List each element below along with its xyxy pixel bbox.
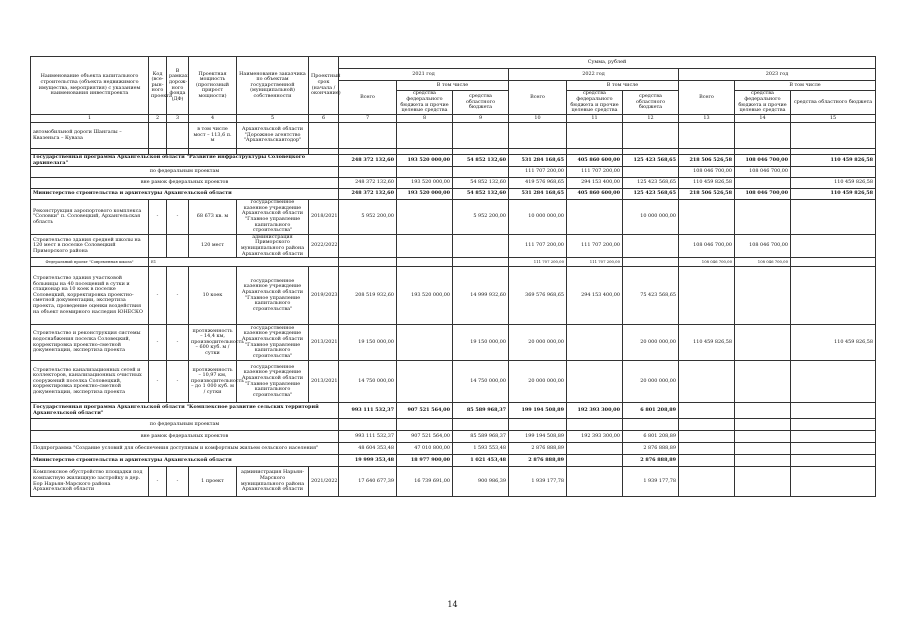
amount-cell: 75 423 568,65: [623, 267, 679, 325]
amount-cell: 19 150 000,00: [453, 325, 509, 361]
sub-row: [31, 419, 876, 431]
amount-cell: 5 952 200,00: [339, 200, 397, 235]
row-label: Государственная программа Архангельской области "Комплексное развитие сельских территорий Архангельской области": [31, 403, 339, 419]
project-code: -: [149, 361, 167, 403]
amount-cell: [735, 455, 791, 467]
amount-cell: [567, 419, 623, 431]
amount-cell: 2 876 888,89: [509, 443, 567, 455]
amount-cell: [735, 200, 791, 235]
column-number: 5: [237, 115, 309, 123]
object-row: [31, 234, 876, 257]
object-name: Строительство канализационных сетей и коллекторов, канализационных очистных сооружений поселка Соловецкий, корректировка проектно-сметной документации, экспертиза проекта: [31, 361, 149, 403]
column-number: 13: [679, 115, 735, 123]
amount-cell: 125 423 568,65: [623, 178, 679, 189]
capital-construction-table: [30, 56, 876, 497]
amount-cell: 111 707 200,00: [567, 258, 623, 267]
amount-cell: 20 000 000,00: [623, 361, 679, 403]
amount-cell: [453, 234, 509, 257]
amount-cell: 10 000 000,00: [509, 200, 567, 235]
amount-cell: 110 459 826,58: [791, 325, 876, 361]
row-label: вне рамок федеральных проектов: [31, 431, 339, 443]
column-number: 3: [167, 115, 189, 123]
customer: государственное казенное учреждение Архангельской области "Главное управление капитального строительства": [237, 325, 309, 361]
column-number: 11: [567, 115, 623, 123]
amount-cell: 108 046 700,00: [679, 234, 735, 257]
amount-cell: [735, 431, 791, 443]
object-name: Реконструкция аэропортового комплекса "Соловки" п. Соловецкий, Архангельская область: [31, 200, 149, 235]
header-total: Всего: [339, 81, 397, 115]
amount-cell: 110 459 826,58: [679, 325, 735, 361]
period: [309, 123, 339, 149]
customer: государственное казенное учреждение Архангельской области "Главное управление капитального строительства": [237, 267, 309, 325]
amount-cell: 1 939 177,78: [509, 467, 567, 497]
amount-cell: 1 939 177,78: [623, 467, 679, 497]
amount-cell: [679, 419, 735, 431]
object-row: [31, 200, 876, 235]
amount-cell: [623, 123, 679, 149]
project-code: [149, 123, 167, 149]
capacity: 68 673 кв. м: [189, 200, 237, 235]
amount-cell: 218 506 526,58: [679, 155, 735, 167]
amount-cell: 193 520 000,00: [397, 178, 453, 189]
header-sum-title: Сумма, рублей: [339, 57, 876, 69]
amount-cell: [735, 123, 791, 149]
amount-cell: [567, 443, 623, 455]
row-label: Министерство строительства и архитектуры Архангельской области: [31, 189, 339, 200]
amount-cell: [679, 467, 735, 497]
amount-cell: [791, 403, 876, 419]
amount-cell: 110 459 826,58: [791, 189, 876, 200]
amount-cell: 993 111 532,37: [339, 403, 397, 419]
amount-cell: [735, 403, 791, 419]
amount-cell: [397, 167, 453, 178]
amount-cell: 108 046 700,00: [735, 155, 791, 167]
project-code: -: [149, 267, 167, 325]
amount-cell: [397, 361, 453, 403]
amount-cell: 248 372 132,60: [339, 189, 397, 200]
row-label: по федеральным проектам: [31, 167, 339, 178]
capacity: протяженность – 10,97 км, производительность – до 1 000 куб. м / сутки: [189, 361, 237, 403]
road-fund: [167, 123, 189, 149]
amount-cell: [509, 419, 567, 431]
amount-cell: 193 520 000,00: [397, 155, 453, 167]
object-row: [31, 361, 876, 403]
amount-cell: 531 284 168,65: [509, 155, 567, 167]
amount-cell: 907 521 564,00: [397, 431, 453, 443]
column-number: 2: [149, 115, 167, 123]
amount-cell: [735, 178, 791, 189]
row-label: Подпрограмма "Создание условий для обеспечения доступным и комфортным жильем сельского населения": [31, 443, 339, 455]
amount-cell: 405 860 600,00: [567, 189, 623, 200]
amount-cell: [735, 419, 791, 431]
amount-cell: [567, 361, 623, 403]
amount-cell: 108 046 700,00: [679, 167, 735, 178]
header-total: Всего: [509, 81, 567, 115]
amount-cell: 54 852 132,60: [453, 155, 509, 167]
amount-cell: 54 852 132,60: [453, 178, 509, 189]
amount-cell: 2 876 888,89: [623, 443, 679, 455]
amount-cell: [453, 167, 509, 178]
amount-cell: 14 750 000,00: [339, 361, 397, 403]
header-project-code: Код (все-рын-ного проекта: [149, 57, 167, 115]
road-fund: -: [167, 361, 189, 403]
amount-cell: 19 999 353,48: [339, 455, 397, 467]
amount-cell: [453, 419, 509, 431]
object-row: [31, 325, 876, 361]
amount-cell: [397, 419, 453, 431]
capacity: в том числе мост – 113,6 п. м: [189, 123, 237, 149]
amount-cell: 294 153 400,00: [567, 267, 623, 325]
amount-cell: [679, 443, 735, 455]
amount-cell: 6 801 208,89: [623, 403, 679, 419]
amount-cell: [339, 258, 397, 267]
amount-cell: 248 372 132,60: [339, 178, 397, 189]
header-including: В том числе: [397, 81, 509, 91]
amount-cell: [397, 258, 453, 267]
column-number: 7: [339, 115, 397, 123]
amount-cell: [791, 455, 876, 467]
amount-cell: [679, 455, 735, 467]
amount-cell: 108 046 700,00: [735, 258, 791, 267]
amount-cell: [791, 431, 876, 443]
sub-row: [31, 431, 876, 443]
amount-cell: [567, 325, 623, 361]
amount-cell: 108 046 700,00: [735, 234, 791, 257]
column-number: 1: [31, 115, 149, 123]
row-label: Министерство строительства и архитектуры Архангельской области: [31, 455, 339, 467]
column-number: 12: [623, 115, 679, 123]
amount-cell: [679, 267, 735, 325]
amount-cell: [735, 267, 791, 325]
period: 2022/2022: [309, 234, 339, 257]
amount-cell: [791, 419, 876, 431]
header-period: Проектный срок (начала / окончание): [309, 57, 339, 115]
amount-cell: [623, 419, 679, 431]
customer: администрация Нарьян-Марского муниципального района Архангельской области: [237, 467, 309, 497]
object-name: Строительство здания участковой больницы на 40 посещений в сутки и стационар на 10 коек в поселке Соловецкий, корректировка проектно-сметной документации, экспертиза проекта, проведение оценки воздействия на объект всемирного наследия ЮНЕСКО: [31, 267, 149, 325]
project-code: -: [149, 325, 167, 361]
amount-cell: [397, 325, 453, 361]
amount-cell: 110 459 826,58: [791, 178, 876, 189]
header-federal-funds: средства федерального бюджета и прочие целевые средства: [567, 91, 623, 115]
amount-cell: 10 000 000,00: [623, 200, 679, 235]
amount-cell: 125 423 568,65: [623, 155, 679, 167]
object-row: [31, 123, 876, 149]
capacity: протяженность – 14,4 км, производительность – 600 куб. м / сутки: [189, 325, 237, 361]
customer: Архангельской области "Дорожное агентство "Архангельскавтодор": [237, 123, 309, 149]
object-row: [31, 267, 876, 325]
period: 2021/2022: [309, 467, 339, 497]
header-year: 2022 год: [509, 69, 679, 81]
subprog-row: [31, 443, 876, 455]
amount-cell: [791, 258, 876, 267]
amount-cell: [339, 234, 397, 257]
amount-cell: [339, 167, 397, 178]
amount-cell: 17 640 677,39: [339, 467, 397, 497]
header-federal-funds: средства федерального бюджета и прочие целевые средства: [735, 91, 791, 115]
amount-cell: 108 046 700,00: [679, 258, 735, 267]
header-row: [31, 57, 876, 69]
amount-cell: [567, 123, 623, 149]
column-number: 8: [397, 115, 453, 123]
customer: администрация Приморского муниципального района Архангельской области: [237, 234, 309, 257]
customer: государственное казенное учреждение Архангельской области "Главное управление капитального строительства": [237, 361, 309, 403]
capacity: 1 проект: [189, 467, 237, 497]
road-fund: -: [167, 325, 189, 361]
period: 2019/2023: [309, 267, 339, 325]
capacity: 120 мест: [189, 234, 237, 257]
amount-cell: 369 576 968,65: [509, 267, 567, 325]
amount-cell: 294 153 400,00: [567, 178, 623, 189]
amount-cell: 419 576 968,65: [509, 178, 567, 189]
amount-cell: 199 194 508,89: [509, 403, 567, 419]
page-number: 14: [447, 600, 458, 609]
header-customer: Наименование заказчика по объектам государственной (муниципальной) собственности: [237, 57, 309, 115]
ministry-row: [31, 189, 876, 200]
road-fund: -: [167, 267, 189, 325]
row-label: вне рамок федеральных проектов: [31, 178, 339, 189]
amount-cell: 20 000 000,00: [509, 325, 567, 361]
amount-cell: 110 459 826,58: [679, 178, 735, 189]
amount-cell: 2 876 888,89: [509, 455, 567, 467]
amount-cell: 111 707 200,00: [509, 167, 567, 178]
sub-row: [31, 167, 876, 178]
column-number: 6: [309, 115, 339, 123]
sub-row: [31, 178, 876, 189]
column-number: 14: [735, 115, 791, 123]
amount-cell: 14 999 932,60: [453, 267, 509, 325]
amount-cell: 85 589 968,37: [453, 431, 509, 443]
amount-cell: 47 010 800,00: [397, 443, 453, 455]
amount-cell: 993 111 532,37: [339, 431, 397, 443]
amount-cell: [791, 123, 876, 149]
project-code: -: [149, 467, 167, 497]
row-label: по федеральным проектам: [31, 419, 339, 431]
amount-cell: 1 593 553,48: [453, 443, 509, 455]
amount-cell: 19 150 000,00: [339, 325, 397, 361]
amount-cell: [679, 403, 735, 419]
header-regional-funds: средства областного бюджета: [791, 91, 876, 115]
amount-cell: 405 860 600,00: [567, 155, 623, 167]
amount-cell: 125 423 568,65: [623, 189, 679, 200]
amount-cell: [453, 123, 509, 149]
amount-cell: 48 604 353,48: [339, 443, 397, 455]
amount-cell: [735, 467, 791, 497]
amount-cell: [735, 361, 791, 403]
period: 2013/2021: [309, 361, 339, 403]
ministry-row: [31, 455, 876, 467]
amount-cell: [735, 325, 791, 361]
amount-cell: [679, 431, 735, 443]
header-total: Всего: [679, 81, 735, 115]
amount-cell: 193 520 000,00: [397, 267, 453, 325]
amount-cell: 20 000 000,00: [509, 361, 567, 403]
amount-cell: 907 521 564,00: [397, 403, 453, 419]
amount-cell: [453, 258, 509, 267]
amount-cell: 208 519 932,60: [339, 267, 397, 325]
header-year: 2023 год: [679, 69, 876, 81]
customer: государственное казенное учреждение Архангельской области "Главное управление капитального строительства": [237, 200, 309, 235]
period: 2013/2021: [309, 325, 339, 361]
object-name: Строительство и реконструкция системы водоснабжения поселка Соловецкий, корректировка проектно-сметной документации, экспертиза проекта: [31, 325, 149, 361]
header-road-fund: В рамках дорож-ного фонда (ДФ): [167, 57, 189, 115]
amount-cell: [623, 258, 679, 267]
amount-cell: [679, 123, 735, 149]
amount-cell: 110 459 826,58: [791, 155, 876, 167]
column-number: 4: [189, 115, 237, 123]
header-federal-funds: средства федерального бюджета и прочие целевые средства: [397, 91, 453, 115]
amount-cell: [791, 361, 876, 403]
road-fund: -: [167, 200, 189, 235]
amount-cell: 14 750 000,00: [453, 361, 509, 403]
amount-cell: [791, 200, 876, 235]
amount-cell: [623, 234, 679, 257]
amount-cell: [679, 361, 735, 403]
road-fund: [167, 234, 189, 257]
header-regional-funds: средства областного бюджета: [623, 91, 679, 115]
amount-cell: 5 952 200,00: [453, 200, 509, 235]
column-number-row: [31, 115, 876, 123]
amount-cell: [397, 200, 453, 235]
amount-cell: [791, 234, 876, 257]
amount-cell: [623, 167, 679, 178]
object-name: Строительство здания средней школы на 120 мест в поселке Соловецкий Приморского района: [31, 234, 149, 257]
amount-cell: 900 986,39: [453, 467, 509, 497]
header-year: 2021 год: [339, 69, 509, 81]
amount-cell: [791, 443, 876, 455]
amount-cell: 192 393 300,00: [567, 403, 623, 419]
amount-cell: 6 801 208,89: [623, 431, 679, 443]
amount-cell: [791, 267, 876, 325]
amount-cell: 193 520 000,00: [397, 189, 453, 200]
header-capacity: Проектная мощность (прогнозный прирост мощности): [189, 57, 237, 115]
header-including: В том числе: [567, 81, 679, 91]
amount-cell: [339, 123, 397, 149]
amount-cell: [567, 455, 623, 467]
amount-cell: [339, 419, 397, 431]
amount-cell: [567, 467, 623, 497]
amount-cell: 111 707 200,00: [509, 234, 567, 257]
amount-cell: [735, 443, 791, 455]
program-row: [31, 155, 876, 167]
amount-cell: 18 977 900,00: [397, 455, 453, 467]
amount-cell: 248 372 132,60: [339, 155, 397, 167]
amount-cell: 1 021 453,48: [453, 455, 509, 467]
fedline-row: [31, 258, 876, 267]
column-number: 10: [509, 115, 567, 123]
header-regional-funds: средства областного бюджета: [453, 91, 509, 115]
amount-cell: 108 046 700,00: [735, 167, 791, 178]
amount-cell: 16 739 691,00: [397, 467, 453, 497]
object-name: автомобильной дороги Шангалы – Квазеньга – Куваза: [31, 123, 149, 149]
header-including: В том числе: [735, 81, 876, 91]
amount-cell: [791, 467, 876, 497]
amount-cell: 199 194 508,89: [509, 431, 567, 443]
capacity: 10 коек: [189, 267, 237, 325]
amount-cell: 20 000 000,00: [623, 325, 679, 361]
project-code: -: [149, 200, 167, 235]
row-label: Государственная программа Архангельской области "Развитие инфраструктуры Соловецкого архипелага": [31, 155, 339, 167]
amount-cell: 2 876 888,89: [623, 455, 679, 467]
amount-cell: 531 284 168,65: [509, 189, 567, 200]
amount-cell: [397, 123, 453, 149]
column-number: 15: [791, 115, 876, 123]
amount-cell: 85 589 968,37: [453, 403, 509, 419]
amount-cell: 111 707 200,00: [567, 234, 623, 257]
amount-cell: [679, 200, 735, 235]
amount-cell: [791, 167, 876, 178]
program-row: [31, 403, 876, 419]
federal-project-code: Е1: [149, 258, 339, 267]
column-number: 9: [453, 115, 509, 123]
amount-cell: 54 852 132,60: [453, 189, 509, 200]
amount-cell: 218 506 526,58: [679, 189, 735, 200]
amount-cell: 108 046 700,00: [735, 189, 791, 200]
amount-cell: [509, 123, 567, 149]
amount-cell: 192 393 300,00: [567, 431, 623, 443]
amount-cell: 111 707 200,00: [509, 258, 567, 267]
amount-cell: 111 707 200,00: [567, 167, 623, 178]
federal-project-name: Федеральный проект "Современная школа": [31, 258, 149, 267]
amount-cell: [567, 200, 623, 235]
project-code: [149, 234, 167, 257]
header-object-name: Наименование объекта капитального строительства (объекта недвижимого имущества, мероприятия) с указанием наименования инвестпроекта: [31, 57, 149, 115]
object-row: [31, 467, 876, 497]
object-name: Комплексное обустройство площадки под компактную жилищную застройку в дер. Бор Нарьян-Марского района Архангельской области: [31, 467, 149, 497]
period: 2018/2021: [309, 200, 339, 235]
road-fund: -: [167, 467, 189, 497]
amount-cell: [397, 234, 453, 257]
